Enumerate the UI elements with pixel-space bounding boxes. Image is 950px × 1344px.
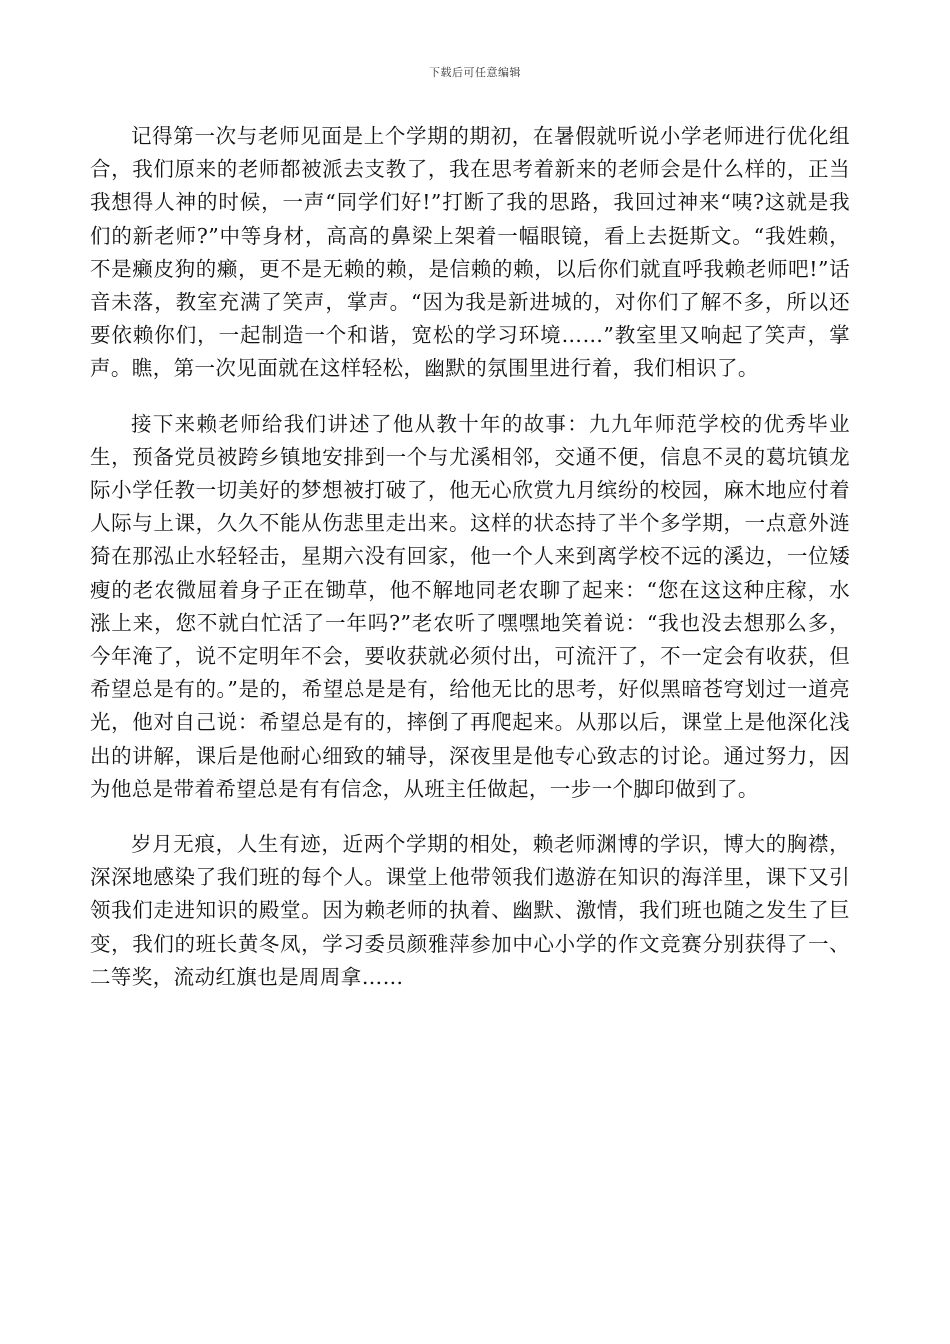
paragraph-first-meeting: 记得第一次与老师见面是上个学期的期初，在暑假就听说小学老师进行优化组合，我们原来的老师都被派去支教了，我在思考着新来的老师会是什么样的，正当我想得人神的时候，一声“同学们好!”打断了我的思路，我回过神来“咦?这就是我们的新老师?”中等身材，高高的鼻梁上架着一幅眼镜，看上去挺斯文。“我姓赖，不是癞皮狗的癞，更不是无赖的赖，是信赖的赖，以后你们就直呼我赖老师吧!”话音未落，教室充满了笑声，掌声。“因为我是新进城的，对你们了解不多，所以还要依赖你们，一起制造一个和谐，宽松的学习环境……”教室里又响起了笑声，掌声。瞧，第一次见面就在这样轻松，幽默的氛围里进行着，我们相识了。 [90,124,850,381]
paragraph-teacher-story: 接下来赖老师给我们讲述了他从教十年的故事：九九年师范学校的优秀毕业生，预备党员被跨乡镇地安排到一个与尤溪相邻，交通不便，信息不灵的葛坑镇龙际小学任教一切美好的梦想被打破了，他无心欣赏九月缤纷的校园，麻木地应付着人际与上课，久久不能从伤悲里走出来。这样的状态持了半个多学期，一点意外涟猗在那泓止水轻轻击，星期六没有回家，他一个人来到离学校不远的溪边，一位矮瘦的老农微屈着身子正在锄草，他不解地同老农聊了起来：“您在这这种庄稼，水涨上来，您不就白忙活了一年吗?”老农听了嘿嘿地笑着说：“我也没去想那么多，今年淹了，说不定明年不会，要收获就必须付出，可流汗了，不一定会有收获，但希望总是有的。”是的，希望总是是有，给他无比的思考，好似黑暗苍穹划过一道亮光，他对自己说：希望总是有的，摔倒了再爬起来。从那以后，课堂上是他深化浅出的讲解，课后是他耐心细致的辅导，深夜里是他专心致志的讨论。通过努力，因为他总是带着希望总是有有信念，从班主任做起，一步一个脚印做到了。 [90,411,850,801]
paragraph-class-change: 岁月无痕，人生有迹，近两个学期的相处，赖老师渊博的学识，博大的胸襟，深深地感染了我们班的每个人。课堂上他带领我们遨游在知识的海洋里，课下又引领我们走进知识的殿堂。因为赖老师的执着、幽默、激情，我们班也随之发生了巨变，我们的班长黄冬凤，学习委员颜雅萍参加中心小学的作文竞赛分别获得了一、二等奖，流动红旗也是周周拿…… [90,832,850,989]
document-body [90,120,850,1016]
page-header: 下载后可任意编辑 [429,66,521,79]
